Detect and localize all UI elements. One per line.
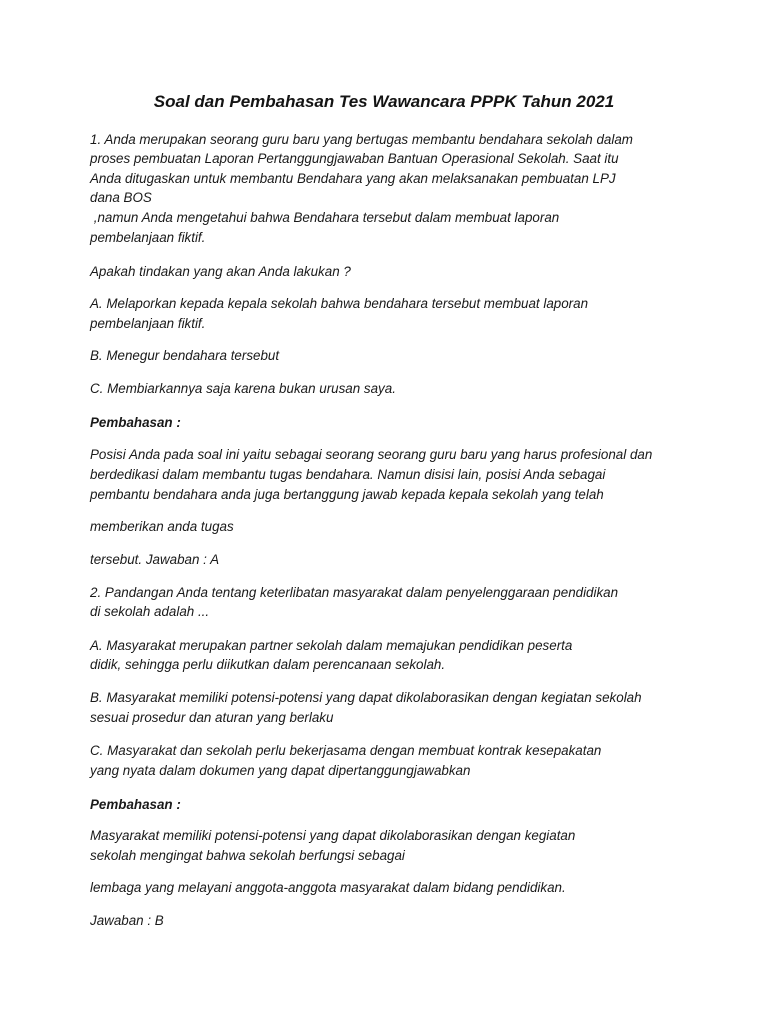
q2-option-b-line: sesuai prosedur dan aturan yang berlaku [90, 710, 334, 725]
q2-answer: Jawaban : B [90, 913, 164, 928]
q1-answer: tersebut. Jawaban : A [90, 552, 220, 567]
q1-option-a-line: pembelanjaan fiktif. [90, 316, 206, 331]
q1-discussion-continued: memberikan anda tugas [90, 519, 234, 534]
q2-option-c-line: yang nyata dalam dokumen yang dapat dipertanggungjawabkan [90, 763, 471, 778]
q1-text-line: dana BOS [90, 190, 152, 205]
q1-text-line: Anda ditugaskan untuk membantu Bendahara yang akan melaksanakan pembuatan LPJ [90, 171, 616, 186]
q2-option-a-line: A. Masyarakat merupakan partner sekolah dalam memajukan pendidikan peserta [90, 638, 573, 653]
q2-text-line: di sekolah adalah ... [90, 604, 210, 619]
q1-option-a-line: A. Melaporkan kepada kepala sekolah bahwa bendahara tersebut membuat laporan [90, 296, 589, 311]
document-title: Soal dan Pembahasan Tes Wawancara PPPK Tahun 2021 [153, 92, 615, 111]
q2-discussion-continued: lembaga yang melayani anggota-anggota masyarakat dalam bidang pendidikan. [90, 880, 566, 895]
q1-discussion-line: pembantu bendahara anda juga bertanggung jawab kepada kepala sekolah yang telah [90, 487, 604, 502]
q1-discussion-line: berdedikasi dalam membantu tugas bendahara. Namun disisi lain, posisi Anda sebagai [90, 467, 606, 482]
q2-option-a-line: didik, sehingga perlu diikutkan dalam perencanaan sekolah. [90, 657, 446, 672]
q2-option-c-line: C. Masyarakat dan sekolah perlu bekerjasama dengan membuat kontrak kesepakatan [90, 743, 602, 758]
q2-option-b-line: B. Masyarakat memiliki potensi-potensi yang dapat dikolaborasikan dengan kegiatan sekolah [90, 690, 642, 705]
q1-text-line: proses pembuatan Laporan Pertanggungjawaban Bantuan Operasional Sekolah. Saat itu [90, 151, 619, 166]
q1-option-c: C. Membiarkannya saja karena bukan urusan saya. [90, 381, 396, 396]
q2-text-line: 2. Pandangan Anda tentang keterlibatan masyarakat dalam penyelenggaraan pendidikan [90, 585, 619, 600]
q1-text-line: ,namun Anda mengetahui bahwa Bendahara tersebut dalam membuat laporan [90, 210, 560, 225]
q1-discussion-line: Posisi Anda pada soal ini yaitu sebagai seorang seorang guru baru yang harus profesional dan [90, 447, 653, 462]
q2-discussion-line: sekolah mengingat bahwa sekolah berfungsi sebagai [90, 848, 405, 863]
q1-text-line: 1. Anda merupakan seorang guru baru yang bertugas membantu bendahara sekolah dalam [90, 132, 633, 147]
q1-question: Apakah tindakan yang akan Anda lakukan ? [90, 264, 351, 279]
q1-option-b: B. Menegur bendahara tersebut [90, 348, 280, 363]
q1-text-line: pembelanjaan fiktif. [90, 230, 206, 245]
q1-discussion-heading: Pembahasan : [90, 415, 181, 430]
q2-discussion-heading: Pembahasan : [90, 797, 181, 812]
q2-discussion-line: Masyarakat memiliki potensi-potensi yang dapat dikolaborasikan dengan kegiatan [90, 828, 576, 843]
